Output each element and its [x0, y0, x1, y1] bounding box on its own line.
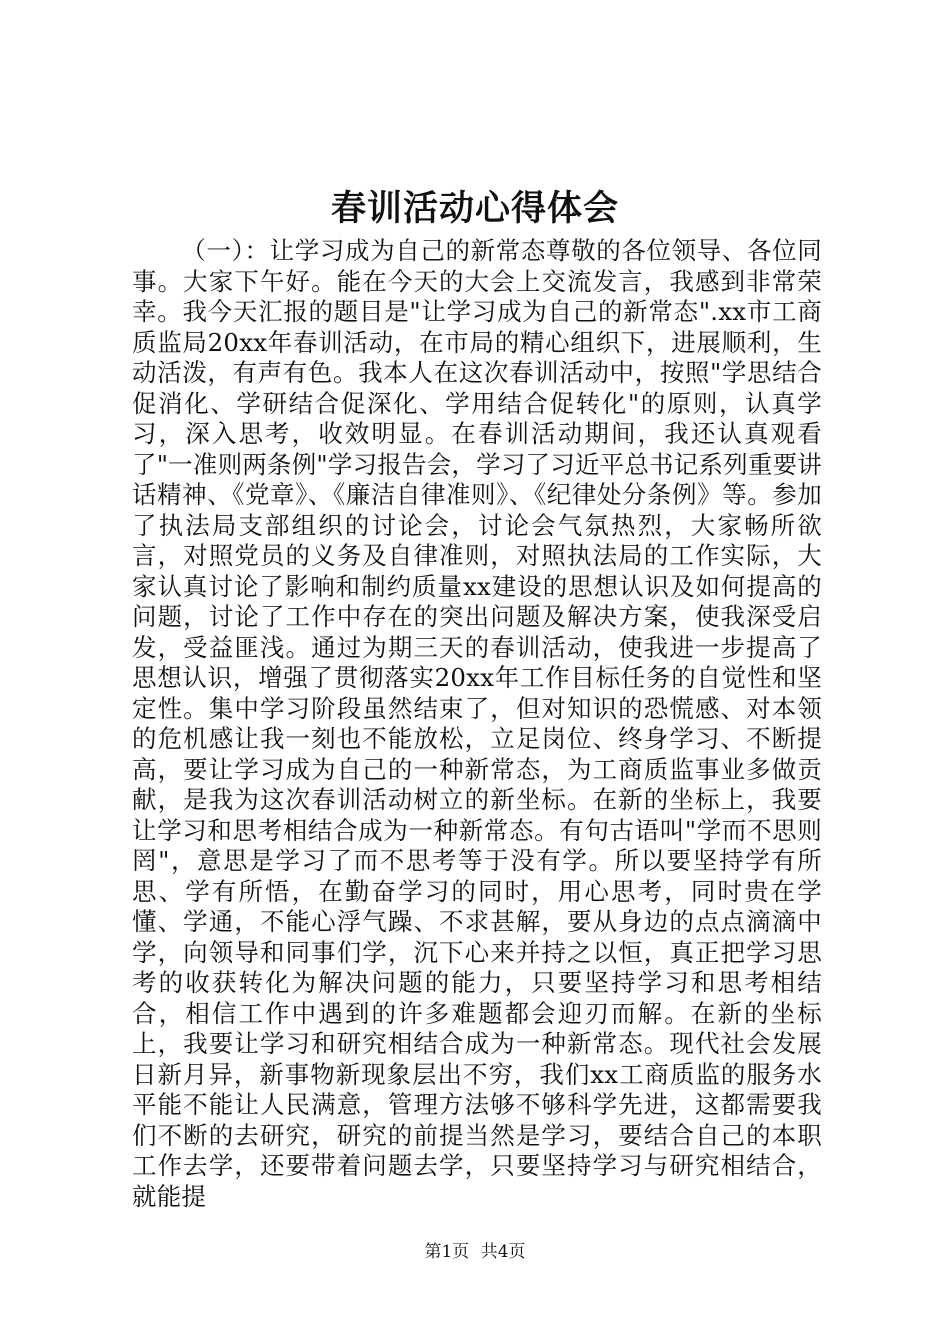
- page-total: 共4页: [480, 1242, 526, 1262]
- document-title: 春训活动心得体会: [330, 188, 619, 229]
- body-paragraph: （一）：让学习成为自己的新常态尊敬的各位领导、各位同事。大家下午好。能在今天的大会上交流发言，我感到非常荣幸。我今天汇报的题目是"让学习成为自己的新常态".xx市工商质监局20xx年春训活动，在市局的精心组织下，进展顺利，生动活泼，有声有色。我本人在这次春训活动中，按照"学思结合促消化、学研结合促深化、学用结合促转化"的原则，认真学习，深入思考，收效明显。在春训活动期间，我还认真观看了"一准则两条例"学习报告会，学习了习近平总书记系列重要讲话精神、《党章》、《廉洁自律准则》、《纪律处分条例》等。参加了执法局支部组织的讨论会，讨论会气氛热烈，大家畅所欲言，对照党员的义务及自律准则，对照执法局的工作实际，大家认真讨论了影响和制约质量xx建设的思想认识及如何提高的问题，讨论了工作中存在的突出问题及解决方案，使我深受启发，受益匪浅。通过为期三天的春训活动，使我进一步提高了思想认识，增强了贯彻落实20xx年工作目标任务的自觉性和坚定性。集中学习阶段虽然结束了，但对知识的恐慌感、对本领的危机感让我一刻也不能放松，立足岗位、终身学习、不断提高，要让学习成为自己的一种新常态，为工商质监事业多做贡献，是我为这次春训活动树立的新坐标。在新的坐标上，我要让学习和思考相结合成为一种新常态。有句古语叫"学而不思则罔"，意思是学习了而不思考等于没有学。所以要坚持学有所思、学有所悟，在勤奋学习的同时，用心思考，同时贵在学懂、学通，不能心浮气躁、不求甚解，要从身边的点点滴滴中学，向领导和同事们学，沉下心来并持之以恒，真正把学习思考的收获转化为解决问题的能力，只要坚持学习和思考相结合，相信工作中遇到的许多难题都会迎刃而解。在新的坐标上，我要让学习和研究相结合成为一种新常态。现代社会发展日新月异，新事物新现象层出不穷，我们xx工商质监的服务水平能不能让人民满意，管理方法够不够科学先进，这都需要我们不断的去研究，研究的前提当然是学习，要结合自己的本职工作去学，还要带着问题去学，只要坚持学习与研究相结合，就能提: [132, 236, 822, 1211]
- page-number: 第1页: [424, 1242, 470, 1262]
- page-footer: [0, 1240, 950, 1264]
- document-body: [132, 236, 822, 1212]
